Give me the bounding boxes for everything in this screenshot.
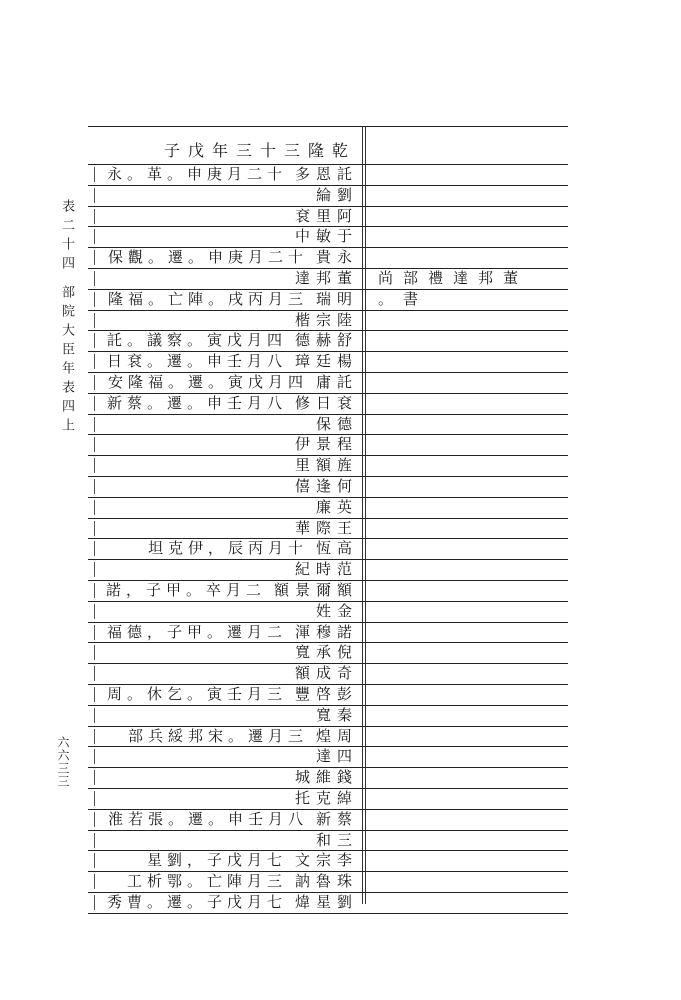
official-name: 于敏中: [294, 227, 358, 246]
table-row: [88, 268, 362, 289]
table-row: [88, 289, 362, 310]
table-row: [88, 726, 362, 747]
table-row: [88, 767, 362, 788]
right-column-rule: [370, 538, 568, 539]
table-row: [88, 455, 362, 476]
table-row: [88, 310, 362, 331]
remark-text: 三月陣亡。鄂析工: [126, 872, 287, 891]
header-text: 乾隆三十三年戊子: [163, 141, 356, 160]
row-tick-mark: [94, 188, 95, 203]
official-name: 德保: [315, 414, 358, 433]
table-row: [88, 247, 362, 268]
right-column-rule: [370, 642, 568, 643]
right-column-rule: [370, 330, 568, 331]
right-column-rule: [370, 497, 568, 498]
official-name: 英廉: [315, 497, 358, 516]
row-tick-mark: [94, 812, 95, 827]
row-tick-mark: [94, 396, 95, 411]
header-row: [88, 132, 362, 164]
remark-text: 四月戊寅。遷。福隆安: [107, 373, 308, 391]
right-column-rule: [370, 809, 568, 810]
margin-title: [56, 188, 74, 448]
right-column-text: 董邦達禮部尚書。: [378, 269, 529, 308]
year-table: [88, 126, 568, 911]
official-name: 諾穆渾: [294, 622, 358, 641]
right-column-rule: [370, 393, 568, 394]
table-row: [88, 497, 362, 518]
row-tick-mark: [94, 313, 95, 328]
remark-text: 三月丙戌。陣亡。福隆: [107, 289, 308, 308]
table-row: [88, 393, 362, 414]
official-name: 託恩多: [294, 165, 358, 183]
row-tick-mark: [94, 666, 95, 681]
official-name: 倪承寬: [294, 643, 358, 662]
official-name: 何逢僖: [294, 477, 358, 495]
remark-text: 四月戊寅。察議。託: [106, 331, 287, 350]
official-name: 珠魯訥: [294, 872, 358, 891]
row-tick-mark: [94, 833, 95, 848]
right-column-rule: [370, 455, 568, 456]
official-name: 袞日修: [294, 393, 358, 412]
table-row: [88, 414, 362, 435]
row-tick-mark: [94, 333, 95, 348]
official-name: 王際華: [294, 518, 358, 537]
official-name: 楊廷璋: [294, 352, 358, 371]
right-column-rule: [370, 185, 568, 186]
remark-text: 八月壬申。遷。張若淮: [107, 809, 308, 828]
right-column-rule: [370, 414, 568, 415]
table-row: [88, 809, 362, 830]
right-column-rule: [370, 601, 568, 602]
row-tick-mark: [94, 354, 95, 369]
row-tick-mark: [94, 874, 95, 889]
official-name: 程景伊: [294, 435, 358, 454]
right-column-rule: [370, 871, 568, 872]
official-name: 高恆: [315, 539, 358, 558]
table-row: [88, 705, 362, 726]
right-column-rule: [370, 622, 568, 623]
row-tick-mark: [94, 437, 95, 452]
row-tick-mark: [94, 625, 95, 640]
right-column-rule: [370, 850, 568, 851]
right-column-rule: [370, 892, 568, 893]
row-tick-mark: [94, 895, 95, 910]
row-tick-mark: [94, 250, 95, 265]
row-tick-mark: [94, 500, 95, 515]
official-name: 彭啓豐: [294, 685, 358, 703]
official-name: 錢維城: [294, 768, 358, 787]
remark-text: 八月壬申。遷。袞日: [106, 352, 287, 371]
table-row: [88, 601, 362, 622]
row-tick-mark: [94, 292, 95, 307]
right-column-rule: [370, 559, 568, 560]
official-name: 阿里袞: [294, 206, 358, 225]
right-column-rule: [370, 705, 568, 706]
table-row: [88, 434, 362, 455]
table-row: [88, 871, 362, 892]
right-column-rule: [370, 746, 568, 747]
table-row: [88, 206, 362, 227]
official-name: 旌額里: [294, 456, 358, 475]
row-tick-mark: [94, 729, 95, 744]
table-row: [88, 226, 362, 247]
table-row: [88, 372, 362, 393]
row-tick-mark: [94, 167, 95, 182]
official-name: 范時紀: [294, 560, 358, 579]
remark-text: 二月卒。甲子，諾: [105, 581, 266, 599]
official-name: 李宗文: [294, 851, 358, 870]
row-tick-mark: [94, 853, 95, 868]
table-row: [88, 330, 362, 351]
official-name: 劉綸: [315, 185, 358, 204]
right-column-rule: [370, 434, 568, 435]
official-name: 蔡新: [315, 809, 358, 828]
right-column-rule: [370, 767, 568, 768]
right-column-rule: [370, 663, 568, 664]
official-name: 永貴: [315, 248, 358, 267]
row-tick-mark: [94, 209, 95, 224]
table-row: [88, 518, 362, 539]
official-name: 額爾景額: [273, 581, 358, 599]
official-name: 陸宗楷: [294, 310, 358, 329]
row-tick-mark: [94, 604, 95, 619]
right-column-rule: [370, 289, 568, 290]
table-row: [88, 788, 362, 809]
table-row: [88, 746, 362, 767]
right-column-rule: [370, 268, 568, 269]
official-name: 託庸: [315, 373, 358, 391]
row-tick-mark: [94, 271, 95, 286]
table-row: [88, 580, 362, 601]
table-row: [88, 684, 362, 705]
right-column-rule: [370, 580, 568, 581]
row-tick-mark: [94, 645, 95, 660]
table-row: [88, 476, 362, 497]
official-name: 秦寬: [315, 705, 358, 724]
remark-text: 十月丙辰，伊克坦: [147, 539, 308, 558]
official-name: 金姓: [315, 601, 358, 620]
row-tick-mark: [94, 583, 95, 598]
row-tick-mark: [94, 458, 95, 473]
right-column-rule: [370, 164, 568, 165]
row-tick-mark: [94, 791, 95, 806]
row-tick-mark: [94, 375, 95, 390]
remark-text: 二月遷。甲子，德福: [106, 622, 287, 641]
official-name: 舒赫德: [294, 331, 358, 350]
right-column-rule: [370, 788, 568, 789]
row-tick-mark: [94, 708, 95, 723]
right-column-rule: [370, 726, 568, 727]
table-row: [88, 830, 362, 851]
remark-text: 三月遷。宋邦綏兵部: [127, 726, 308, 745]
right-column-rule: [370, 206, 568, 207]
official-name: 明瑞: [315, 289, 358, 308]
table-top-rule: [88, 126, 568, 127]
row-tick-mark: [94, 521, 95, 536]
remark-text: 七月戊子，劉星: [146, 851, 287, 870]
official-name: 奇成額: [294, 664, 358, 683]
table-row: [88, 559, 362, 580]
table-bottom-rule: [88, 913, 568, 914]
margin-title-text: 表二十四 部院大臣年表四上: [59, 198, 74, 438]
table-row: [88, 351, 362, 372]
table-row: [88, 538, 362, 559]
row-tick-mark: [94, 749, 95, 764]
table-row: [88, 642, 362, 663]
margin-page-number: [56, 732, 74, 792]
table-row: [88, 164, 362, 185]
official-name: 周煌: [315, 726, 358, 745]
remark-text: 七月戊子。遷。曹秀: [106, 893, 287, 911]
row-tick-mark: [94, 541, 95, 556]
right-column-rule: [370, 476, 568, 477]
right-column-rule: [370, 830, 568, 831]
right-column-rule: [370, 518, 568, 519]
right-column-rule: [370, 684, 568, 685]
row-tick-mark: [94, 479, 95, 494]
remark-text: 十二月庚申。遷。觀保: [107, 248, 308, 267]
row-tick-mark: [94, 417, 95, 432]
remark-text: 三月壬寅。乞休。周: [106, 685, 287, 703]
row-tick-mark: [94, 687, 95, 702]
remark-text: 八月壬申。遷。蔡新: [106, 393, 287, 412]
remark-text: 十二月庚申。革。永: [106, 165, 287, 183]
table-row: [88, 892, 362, 913]
table-row: [88, 663, 362, 684]
official-name: 董邦達: [294, 269, 358, 287]
official-name: 劉星煒: [294, 893, 358, 911]
right-column-rule: [370, 247, 568, 248]
official-name: 三和: [315, 830, 358, 849]
row-tick-mark: [94, 562, 95, 577]
table-row: [88, 622, 362, 643]
right-column-rule: [370, 310, 568, 311]
row-tick-mark: [94, 229, 95, 244]
table-row: [88, 185, 362, 206]
right-column-rule: [370, 372, 568, 373]
row-tick-mark: [94, 770, 95, 785]
right-column-rule: [370, 351, 568, 352]
right-column-rule: [370, 226, 568, 227]
official-name: 綽克托: [294, 789, 358, 807]
official-name: 四達: [315, 747, 358, 766]
margin-page-number-text: 六六三三: [56, 736, 70, 788]
table-row: [88, 850, 362, 871]
